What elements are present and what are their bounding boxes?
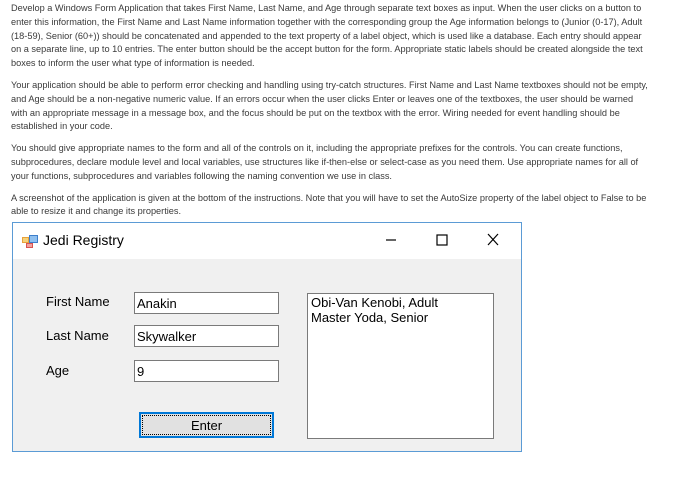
- jedi-registry-window: [12, 222, 522, 452]
- registry-entry: Obi-Van Kenobi, Adult: [311, 295, 438, 310]
- first-name-input[interactable]: [134, 292, 279, 314]
- minimize-icon[interactable]: [379, 229, 403, 251]
- assignment-instructions: [11, 2, 651, 227]
- close-icon[interactable]: [481, 229, 505, 251]
- instructions-paragraph-1: Develop a Windows Form Application that takes First Name, Last Name, and Age through separate text boxes as input. When the user clicks on a button to enter this information, the First Name and Last Name information together with the corresponding group the Age information belongs to (Junior (0-17), Adult (18-59), Senior (60+)) should be concatenated and appended to the text property of a label object, which is used like a database. Each entry should appear on a separate line, up to 10 entries. The enter button should be the accept button for the form. Appropriate static labels should be created alongside the text boxes to inform the user what type of information is needed.: [11, 3, 643, 69]
- title-bar[interactable]: [13, 223, 521, 259]
- app-icon: [22, 234, 38, 248]
- instructions-paragraph-4: A screenshot of the application is given at the bottom of the instructions. Note that you will have to set the AutoSize property of the label object to False to be able to resize it and change its properties.: [11, 192, 647, 217]
- enter-button[interactable]: Enter: [139, 412, 274, 438]
- instructions-paragraph-2: Your application should be able to perform error checking and handling using try-catch structures. First Name and Last Name textboxes should not be empty, and Age should be a non-negative numeric value. If an errors occur when the user clicks Enter or leaves one of the textboxes, the user should be warned with an appropriate message in a message box, and the focus should be put on the textbox with the error. Wiring needed for event handling should be established in your code.: [11, 79, 648, 132]
- registry-output-label: [307, 293, 494, 439]
- first-name-label: First Name: [46, 294, 110, 309]
- last-name-label: Last Name: [46, 328, 109, 343]
- maximize-icon[interactable]: [430, 229, 454, 251]
- last-name-input[interactable]: [134, 325, 279, 347]
- window-title: Jedi Registry: [43, 232, 124, 248]
- registry-entry: Master Yoda, Senior: [311, 310, 429, 325]
- age-label: Age: [46, 363, 70, 378]
- instructions-paragraph-3: You should give appropriate names to the form and all of the controls on it, including the appropriate prefixes for the controls. You can create functions, subprocedures, declare module level and local variables, use structures like if-then-else or select-case as you need them. Use appropriate names for all of your functions, subprocedures and variables following the naming convention we use in class.: [11, 143, 639, 181]
- age-input[interactable]: [134, 360, 279, 382]
